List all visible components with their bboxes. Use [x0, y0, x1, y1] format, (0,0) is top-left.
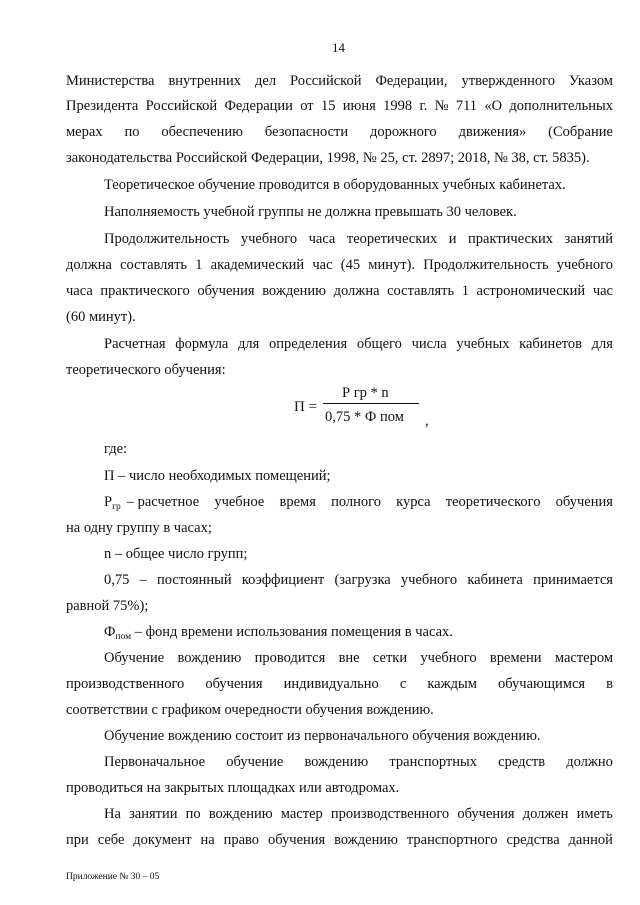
- f-pom-symbol: $Ф_{пом}$: [104, 624, 132, 642]
- word: астрономический: [476, 283, 586, 299]
- word: час: [312, 257, 333, 273]
- word: Российской: [145, 98, 218, 114]
- word: полного: [331, 494, 381, 510]
- word: транспортных: [389, 754, 477, 770]
- text-line-12: теоретического обучения:: [66, 362, 226, 378]
- word: принимается: [533, 572, 613, 588]
- room-count-formula: [290, 382, 440, 432]
- word: июня: [342, 98, 376, 114]
- word: Продолжительность: [104, 231, 230, 247]
- word: (Собрание: [548, 124, 613, 140]
- text-line-14: П – число необходимых помещений;: [104, 468, 331, 484]
- word: внутренних: [168, 73, 242, 89]
- word: составлять: [387, 283, 455, 299]
- word: средства: [506, 832, 560, 848]
- word: данной: [568, 832, 613, 848]
- text-line-24: Обучение вождению состоит из первоначального обучения вождению.: [104, 728, 541, 744]
- word: Указом: [568, 73, 613, 89]
- word: 15: [320, 98, 336, 114]
- text-line-27: [104, 807, 613, 822]
- word: Первоначальное: [104, 754, 206, 770]
- word: должно: [566, 754, 613, 770]
- word: движения»: [458, 124, 527, 140]
- word: 1998: [383, 98, 413, 114]
- word: часа: [66, 283, 93, 299]
- word: средств: [498, 754, 546, 770]
- word: для: [238, 336, 260, 352]
- word: 1: [461, 283, 469, 299]
- word: обучения: [457, 806, 515, 822]
- word: дел: [255, 73, 277, 89]
- page-number: 14: [332, 40, 345, 55]
- word: мастер: [280, 806, 323, 822]
- word: учебного: [400, 572, 458, 588]
- word: должна: [333, 283, 380, 299]
- word: Федерации,: [375, 73, 448, 89]
- text-line-15: [104, 495, 613, 510]
- word: 0,75: [104, 572, 130, 588]
- word: учебного: [240, 231, 298, 247]
- word: обеспечению: [161, 124, 243, 140]
- word: Министерства: [66, 73, 155, 89]
- word: транспортного: [406, 832, 498, 848]
- word: учебных: [456, 336, 510, 352]
- word: На: [104, 806, 121, 822]
- word: вне: [338, 650, 360, 666]
- text-line-7: [104, 232, 613, 247]
- word: коэффициент: [241, 572, 325, 588]
- word: вождению: [262, 283, 327, 299]
- word: «О: [484, 98, 503, 114]
- word: иметь: [576, 806, 613, 822]
- word: Расчетная: [104, 336, 166, 352]
- word: право: [223, 832, 260, 848]
- word: обучающимся: [497, 676, 586, 692]
- text-line-19: равной 75%);: [66, 598, 149, 614]
- word: Российской: [290, 73, 362, 89]
- text-line-26: проводиться на закрытых площадках или автодромах.: [66, 780, 400, 796]
- word: 711: [455, 98, 478, 114]
- word: час: [592, 283, 613, 299]
- word: мерах: [66, 124, 103, 140]
- word: обучения: [267, 832, 326, 848]
- fraction-bar: [323, 403, 419, 404]
- word: при: [66, 832, 89, 848]
- word: минут).: [368, 257, 416, 273]
- word: Федерации: [224, 98, 293, 114]
- text-line-23: соответствии с графиком очередности обучения вождению.: [66, 702, 434, 718]
- word: проводится: [254, 650, 326, 666]
- text-line-5: Теоретическое обучение проводится в оборудованных учебных кабинетах.: [104, 177, 566, 193]
- word: в: [606, 676, 613, 692]
- word: числа: [411, 336, 447, 352]
- word: вождению: [177, 650, 242, 666]
- word: дополнительных: [509, 98, 613, 114]
- text-line-16: на одну группу в часах;: [66, 520, 212, 536]
- word: обучения: [205, 676, 263, 692]
- word: (45: [340, 257, 361, 273]
- word: для: [591, 336, 613, 352]
- word: учебное: [214, 494, 265, 510]
- word: – расчетное: [126, 494, 200, 510]
- word: №: [434, 98, 449, 114]
- text-line-2: [66, 99, 613, 114]
- word: вождению: [304, 754, 369, 770]
- text-line-17: n – общее число групп;: [104, 546, 248, 562]
- word: кабинета: [467, 572, 523, 588]
- word: общего: [356, 336, 402, 352]
- word: безопасности: [264, 124, 349, 140]
- text-line-25: [104, 755, 613, 770]
- text-line-20-rest: – фонд времени использования помещения в часах.: [134, 624, 453, 640]
- formula-denominator: 0,75 * Ф пом: [325, 409, 404, 425]
- word: времени: [489, 650, 542, 666]
- formula-numerator: Р гр * n: [342, 385, 389, 401]
- word: обучение: [226, 754, 284, 770]
- word: документ: [133, 832, 192, 848]
- word: 1: [195, 257, 203, 273]
- text-line-8: [66, 258, 613, 273]
- word: обучения: [197, 283, 255, 299]
- text-line-28: [66, 833, 613, 848]
- text-line-9: [66, 284, 613, 299]
- word: вождению: [334, 832, 398, 848]
- formula-trailing-comma: ,: [425, 413, 429, 429]
- text-line-6: Наполняемость учебной группы не должна превышать 30 человек.: [104, 204, 517, 220]
- word: учебного: [420, 650, 477, 666]
- word: себе: [97, 832, 125, 848]
- word: постоянный: [157, 572, 232, 588]
- word: с: [399, 676, 407, 692]
- text-line-13: где:: [104, 441, 128, 457]
- word: (загрузка: [334, 572, 391, 588]
- word: теоретического: [445, 494, 541, 510]
- word: по: [185, 806, 201, 822]
- word: вождению: [208, 806, 273, 822]
- word: индивидуально: [283, 676, 379, 692]
- word: дорожного: [370, 124, 437, 140]
- word: Президента: [66, 98, 139, 114]
- word: г.: [419, 98, 428, 114]
- word: определения: [268, 336, 348, 352]
- text-line-10: (60 минут).: [66, 309, 136, 325]
- word: от: [300, 98, 314, 114]
- word: мастером: [554, 650, 613, 666]
- word: должна: [66, 257, 112, 273]
- word: на: [200, 832, 215, 848]
- word: практического: [100, 283, 190, 299]
- word: формула: [175, 336, 229, 352]
- word: по: [124, 124, 140, 140]
- word: и: [448, 231, 457, 247]
- text-line-20: [104, 625, 453, 640]
- word: курса: [396, 494, 431, 510]
- word: часа: [308, 231, 336, 247]
- formula-lhs: П =: [294, 399, 318, 415]
- word: время: [279, 494, 316, 510]
- word: обучения: [555, 494, 613, 510]
- word: занятии: [129, 806, 178, 822]
- word: практических: [468, 231, 554, 247]
- word: академический: [210, 257, 305, 273]
- word: –: [139, 572, 147, 588]
- word: сетки: [372, 650, 408, 666]
- word: производственного: [66, 676, 185, 692]
- r-gr-symbol: $Р_{гр}$: [104, 494, 121, 512]
- word: Обучение: [104, 650, 165, 666]
- text-line-21: [104, 651, 613, 666]
- word: должен: [522, 806, 569, 822]
- text-line-15-words: [127, 495, 613, 510]
- text-line-3: [66, 125, 613, 140]
- word: каждым: [427, 676, 477, 692]
- text-line-4: законодательства Российской Федерации, 1998, № 25, ст. 2897; 2018, № 38, ст. 5835).: [66, 150, 590, 166]
- text-line-1: [66, 74, 613, 89]
- word: составлять: [120, 257, 188, 273]
- word: занятий: [564, 231, 613, 247]
- text-line-11: [104, 337, 613, 352]
- text-line-18: [104, 573, 613, 588]
- word: теоретических: [346, 231, 438, 247]
- word: Продолжительность: [423, 257, 549, 273]
- text-line-22: [66, 677, 613, 692]
- footer-note: Приложение № 30 – 05: [66, 872, 160, 882]
- word: производственного: [330, 806, 450, 822]
- word: учебного: [556, 257, 613, 273]
- word: кабинетов: [519, 336, 582, 352]
- word: утвержденного: [461, 73, 555, 89]
